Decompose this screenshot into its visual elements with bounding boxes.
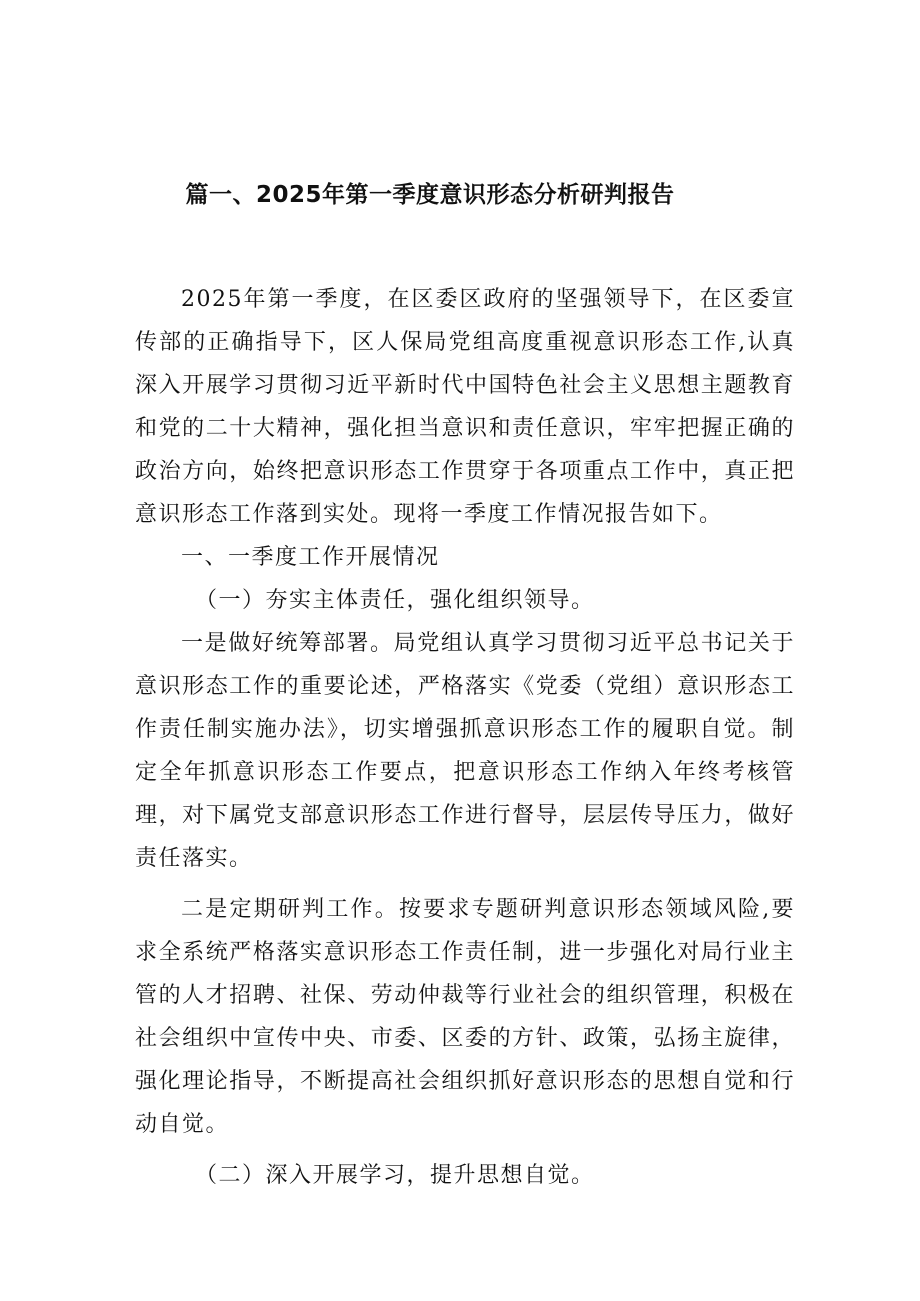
- intro-paragraph: 2025年第一季度，在区委区政府的坚强领导下，在区委宣传部的正确指导下，区人保局党组高度重视意识形态工作,认真深入开展学习贯彻习近平新时代中国特色社会主义思想主题教育和党的二十大精神，强化担当意识和责任意识，牢牢把握正确的政治方向，始终把意识形态工作贯穿于各项重点工作中，真正把意识形态工作落到实处。现将一季度工作情况报告如下。: [135, 287, 795, 527]
- paragraph-coordination: 一是做好统筹部署。局党组认真学习贯彻习近平总书记关于意识形态工作的重要论述，严格落实《党委（党组）意识形态工作责任制实施办法》，切实增强抓意识形态工作的履职自觉。制定全年抓意识形态工作要点，把意识形态工作纳入年终考核管理，对下属党支部意识形态工作进行督导，层层传导压力，做好责任落实。: [135, 631, 795, 871]
- document-title: 篇一、2025年第一季度意识形态分析研判报告: [185, 182, 675, 208]
- section-heading: 一、一季度工作开展情况: [181, 545, 440, 570]
- subsection-heading-2: （二）深入开展学习，提升思想自觉。: [195, 1163, 595, 1188]
- subsection-heading-1: （一）夯实主体责任，强化组织领导。: [195, 588, 595, 613]
- paragraph-assessment: 二是定期研判工作。按要求专题研判意识形态领域风险,要求全系统严格落实意识形态工作责任制，进一步强化对局行业主管的人才招聘、社保、劳动仲裁等行业社会的组织管理，积极在社会组织中宣传中央、市委、区委的方针、政策，弘扬主旋律，强化理论指导，不断提高社会组织抓好意识形态的思想自觉和行动自觉。: [135, 897, 795, 1137]
- document-body: [135, 278, 795, 1197]
